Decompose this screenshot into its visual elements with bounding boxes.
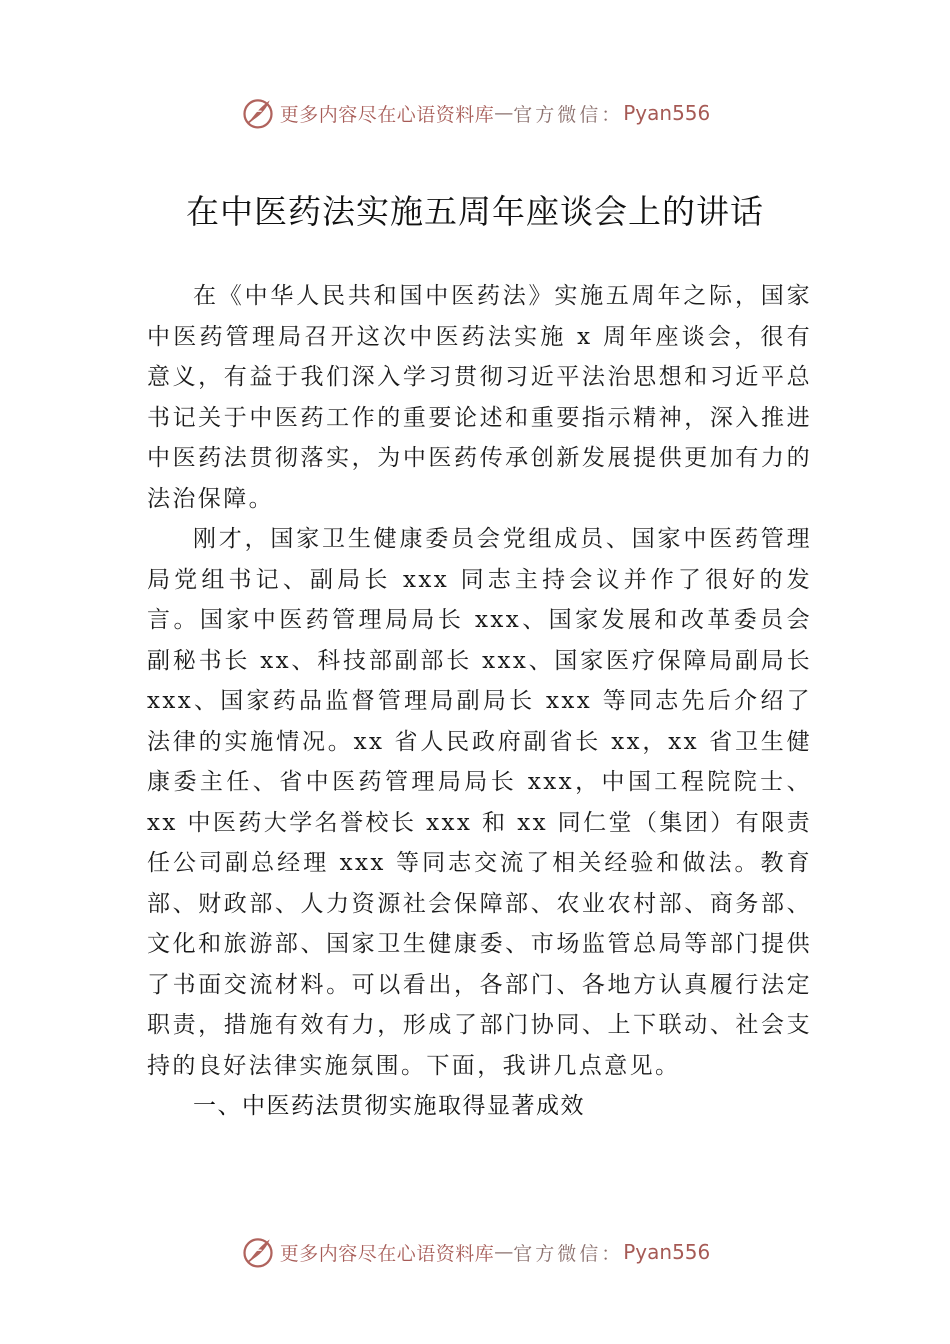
quill-pen-icon xyxy=(240,95,276,131)
page-title: 在中医药法实施五周年座谈会上的讲话 xyxy=(186,192,764,231)
header-watermark xyxy=(0,93,950,133)
watermark-separator: — xyxy=(494,1241,514,1263)
section-heading: 一、中医药法贯彻实施取得显著成效 xyxy=(193,1093,585,1119)
paragraph-1: 在《中华人民共和国中医药法》实施五周年之际，国家中医药管理局召开这次中医药法实施 x 周年座谈会，很有意义，有益于我们深入学习贯彻习近平法治思想和习近平总书记关于中医药工作的重要论述和重要指示精神，深入推进中医药法贯彻落实，为中医药传承创新发展提供更加有力的法治保障。 xyxy=(147,283,812,512)
watermark-separator: — xyxy=(494,102,514,124)
watermark-label: 官方微信： xyxy=(513,1242,624,1265)
watermark-brand-text: 更多内容尽在心语资料库 xyxy=(279,103,495,126)
document-body xyxy=(147,276,812,1127)
watermark-wechat-id: Pyan556 xyxy=(623,1240,711,1264)
watermark-label: 官方微信： xyxy=(513,103,624,126)
paragraph-2: 刚才，国家卫生健康委员会党组成员、国家中医药管理局党组书记、副局长 xxx 同志主持会议并作了很好的发言。国家中医药管理局局长 xxx、国家发展和改革委员会副秘书长 xx、科技部副部长 xxx、国家医疗保障局副局长 xxx、国家药品监督管理局副局长 xxx 等同志先后介绍了法律的实施情况。xx 省人民政府副省长 xx，xx 省卫生健康委主任、省中医药管理局局长 xxx，中国工程院院士、xx 中医药大学名誉校长 xxx 和 xx 同仁堂（集团）有限责任公司副总经理 xxx 等同志交流了相关经验和做法。教育部、财政部、人力资源社会保障部、农业农村部、商务部、文化和旅游部、国家卫生健康委、市场监管总局等部门提供了书面交流材料。可以看出，各部门、各地方认真履行法定职责，措施有效有力，形成了部门协同、上下联动、社会支持的良好法律实施氛围。下面，我讲几点意见。 xyxy=(147,526,812,1079)
watermark-wechat-id: Pyan556 xyxy=(623,101,711,125)
quill-pen-icon xyxy=(240,1234,276,1270)
footer-watermark xyxy=(0,1232,950,1272)
watermark-brand-text: 更多内容尽在心语资料库 xyxy=(279,1242,495,1265)
